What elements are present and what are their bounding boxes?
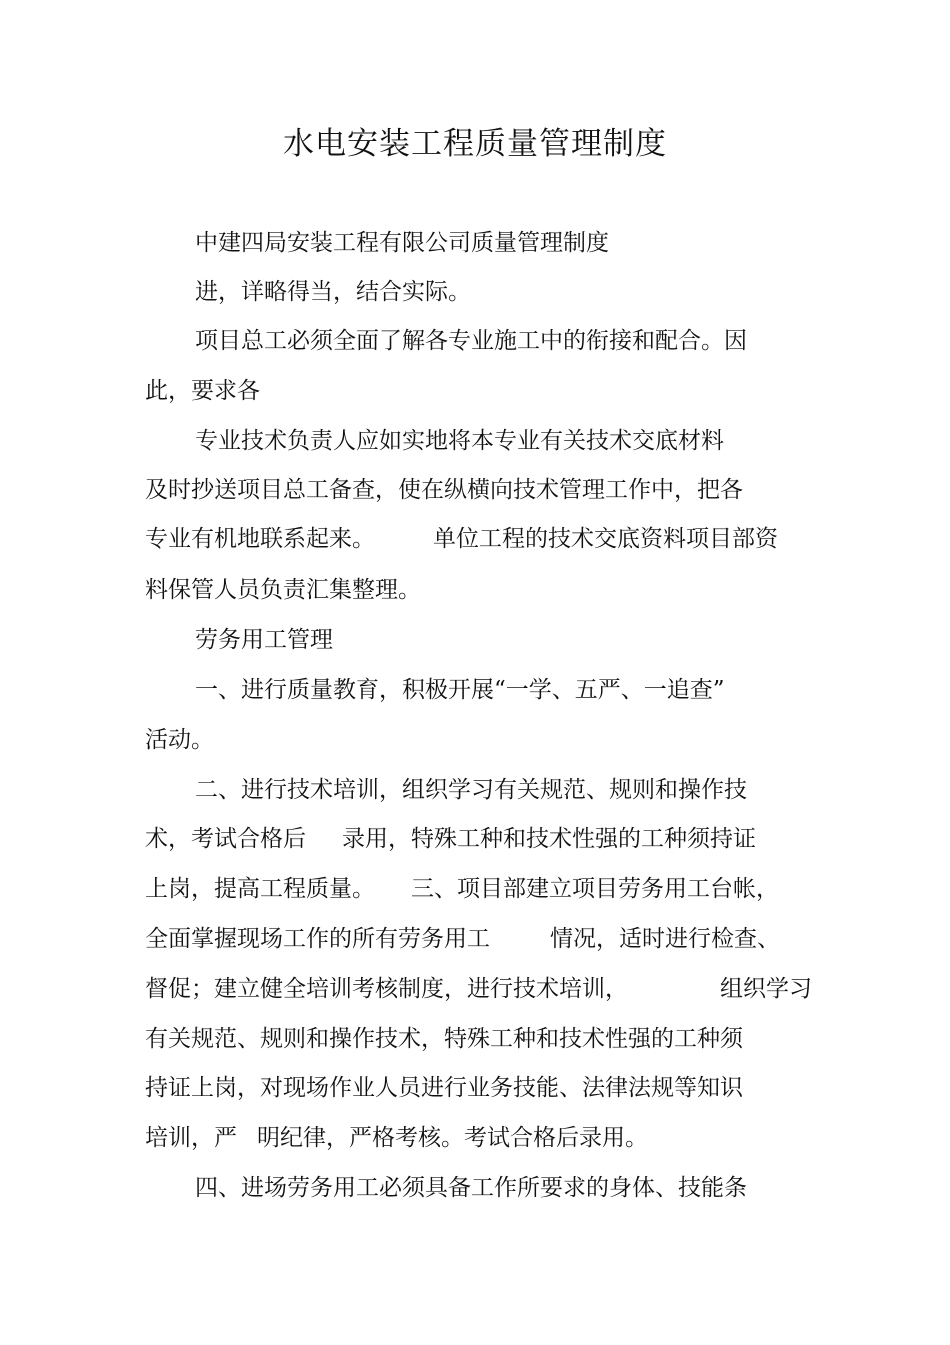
text-segment: 情况，适时进行检查、 — [550, 926, 780, 952]
text-segment: 组织学习 — [720, 976, 812, 1002]
paragraph-line: 持证上岗，对现场作业人员进行业务技能、法律法规等知识 — [145, 1075, 743, 1101]
text-segment: 单位工程的技术交底资料项目部资 — [433, 526, 778, 552]
paragraph-line: 一、进行质量教育，积极开展“一学、五严、一追查” — [195, 677, 725, 703]
text-segment: 术，考试合格后 — [145, 826, 306, 852]
text-segment: 三、项目部建立项目劳务用工台帐， — [411, 876, 779, 902]
paragraph-line — [145, 821, 756, 857]
text-segment: 明纪律，严格考核。考试合格后录用。 — [257, 1125, 648, 1151]
paragraph-line: 专业技术负责人应如实地将本专业有关技术交底材料 — [195, 428, 724, 454]
paragraph-line: 中建四局安装工程有限公司质量管理制度 — [195, 230, 609, 256]
paragraph-line: 有关规范、规则和操作技术，特殊工种和技术性强的工种须 — [145, 1026, 743, 1052]
paragraph-line — [145, 921, 780, 957]
paragraph-line: 项目总工必须全面了解各专业施工中的衔接和配合。因 — [195, 328, 747, 354]
paragraph-line: 及时抄送项目总工备查，使在纵横向技术管理工作中，把各 — [145, 477, 743, 503]
document-title: 水电安装工程质量管理制度 — [283, 126, 667, 162]
paragraph-line: 此，要求各 — [145, 378, 260, 404]
section-heading: 劳务用工管理 — [195, 627, 333, 653]
paragraph-line: 活动。 — [145, 727, 214, 753]
paragraph-line — [145, 1120, 648, 1156]
paragraph-line — [145, 871, 779, 907]
paragraph-line: 二、进行技术培训，组织学习有关规范、规则和操作技 — [195, 777, 747, 803]
text-segment: 督促；建立健全培训考核制度，进行技术培训， — [145, 976, 628, 1002]
paragraph-line — [145, 521, 778, 557]
text-segment: 录用，特殊工种和技术性强的工种须持证 — [342, 826, 756, 852]
text-segment: 上岗，提高工程质量。 — [145, 876, 375, 902]
paragraph-line: 进，详略得当，结合实际。 — [195, 279, 471, 305]
text-segment: 培训，严 — [145, 1125, 237, 1151]
paragraph-line: 四、进场劳务用工必须具备工作所要求的身体、技能条 — [195, 1175, 747, 1201]
paragraph-line — [145, 971, 812, 1007]
text-segment: 全面掌握现场工作的所有劳务用工 — [145, 926, 490, 952]
paragraph-line: 料保管人员负责汇集整理。 — [145, 577, 421, 603]
text-segment: 专业有机地联系起来。 — [145, 526, 375, 552]
